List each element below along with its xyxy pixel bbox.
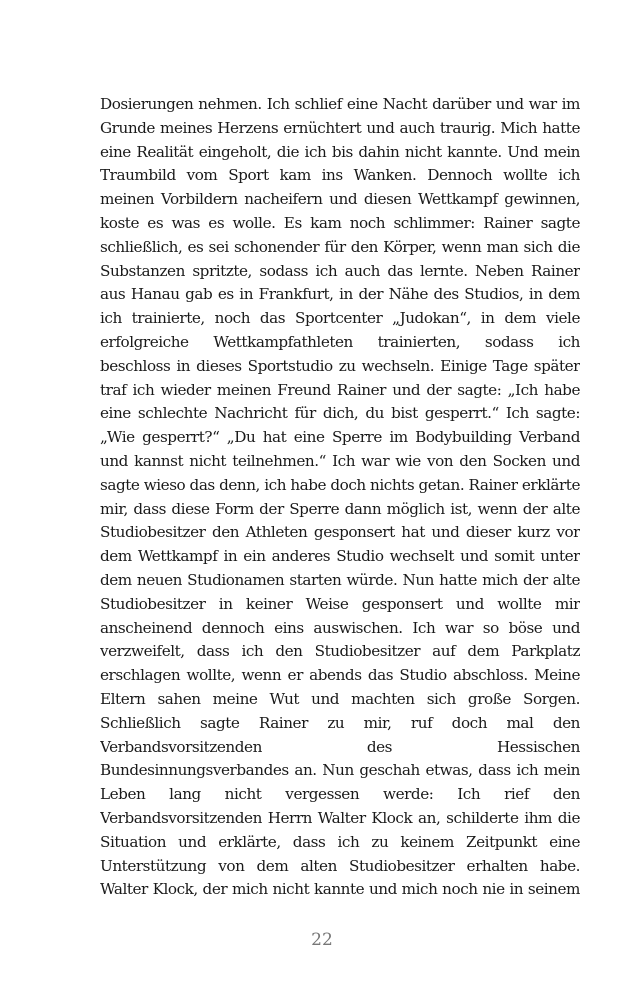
text-line: Leben lang nicht vergessen werde: Ich rief den — [100, 785, 580, 804]
text-line: anscheinend dennoch eins auswischen. Ich war so böse und — [100, 618, 580, 637]
text-line: Grunde meines Herzens ernüchtert und auch traurig. Mich hatte — [100, 118, 580, 137]
text-line: erfolgreiche Wettkampfathleten trainierten, sodass ich — [100, 332, 580, 351]
text-line: Dosierungen nehmen. Ich schlief eine Nacht darüber und war im — [100, 95, 580, 113]
text-line: aus Hanau gab es in Frankfurt, in der Nähe des Studios, in dem — [100, 285, 580, 304]
text-line: dem Wettkampf in ein anderes Studio wechselt und somit unter — [100, 547, 580, 566]
body-text — [100, 93, 580, 902]
text-line: eine Realität eingeholt, die ich bis dahin nicht kannte. Und mein — [100, 142, 580, 161]
text-line: sagte wieso das denn, ich habe doch nichts getan. Rainer erklärte — [100, 475, 580, 494]
text-line: Verbandsvorsitzenden des Hessischen — [100, 737, 580, 756]
text-line: erschlagen wollte, wenn er abends das Studio abschloss. Meine — [100, 666, 580, 685]
text-line: dem neuen Studionamen starten würde. Nun hatte mich der alte — [100, 570, 580, 589]
text-line: Bundesinnungsverbandes an. Nun geschah etwas, dass ich mein — [100, 761, 580, 780]
page-number: 22 — [311, 930, 333, 950]
text-line: Studiobesitzer in keiner Weise gesponsert und wollte mir — [100, 594, 580, 613]
text-line: Studiobesitzer den Athleten gesponsert hat und dieser kurz vor — [100, 523, 580, 542]
text-line: koste es was es wolle. Es kam noch schlimmer: Rainer sagte — [100, 213, 580, 232]
text-line: traf ich wieder meinen Freund Rainer und der sagte: „Ich habe — [100, 380, 580, 399]
text-line: Unterstützung von dem alten Studiobesitzer erhalten habe. — [100, 856, 580, 875]
text-line: ich trainierte, noch das Sportcenter „Judokan“, in dem viele — [100, 309, 580, 328]
text-line: Eltern sahen meine Wut und machten sich große Sorgen. — [100, 689, 580, 708]
text-line: Schließlich sagte Rainer zu mir, ruf doch mal den — [100, 713, 580, 732]
text-line: meinen Vorbildern nacheifern und diesen Wettkampf gewinnen, — [100, 190, 580, 209]
text-line: Situation und erklärte, dass ich zu keinem Zeitpunkt eine — [100, 832, 580, 851]
text-line: beschloss in dieses Sportstudio zu wechseln. Einige Tage später — [100, 356, 580, 375]
text-line: „Wie gesperrt?“ „Du hat eine Sperre im Bodybuilding Verband — [100, 428, 580, 447]
text-line: eine schlechte Nachricht für dich, du bist gesperrt.“ Ich sagte: — [100, 404, 580, 423]
text-line: Verbandsvorsitzenden Herrn Walter Klock an, schilderte ihm die — [100, 808, 580, 827]
text-line: schließlich, es sei schonender für den Körper, wenn man sich die — [100, 237, 580, 256]
text-line: Traumbild vom Sport kam ins Wanken. Dennoch wollte ich — [100, 166, 580, 185]
text-line: Substanzen spritzte, sodass ich auch das lernte. Neben Rainer — [100, 261, 580, 280]
text-line: verzweifelt, dass ich den Studiobesitzer auf dem Parkplatz — [100, 642, 580, 661]
text-line: mir, dass diese Form der Sperre dann möglich ist, wenn der alte — [100, 499, 580, 518]
text-line: und kannst nicht teilnehmen.“ Ich war wie von den Socken und — [100, 451, 580, 470]
text-line: Walter Klock, der mich nicht kannte und mich noch nie in seinem — [100, 880, 580, 899]
